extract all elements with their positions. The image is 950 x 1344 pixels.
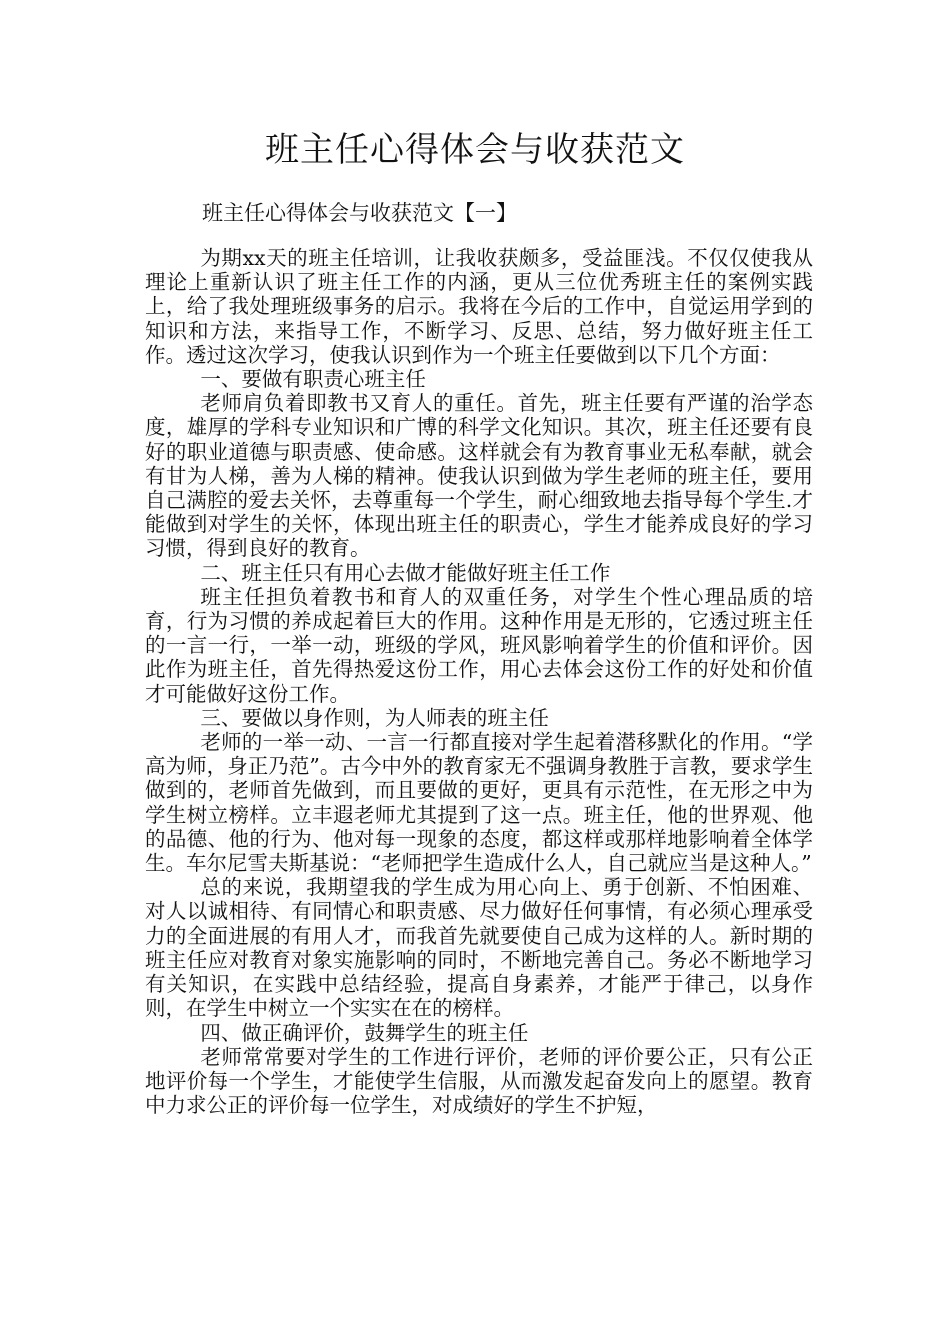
paragraph-section-4: 老师常常要对学生的工作进行评价，老师的评价要公正，只有公正地评价每一个学生，才能使学生信服，从而激发起奋发向上的愿望。教育中力求公正的评价每一位学生，对成绩好的学生不护短， [145, 1044, 813, 1118]
paragraph-section-2: 班主任担负着教书和育人的双重任务，对学生个性心理品质的培育，行为习惯的养成起着巨大的作用。这种作用是无形的，它透过班主任的一言一行，一举一动，班级的学风，班风影响着学生的价值和评价。因此作为班主任，首先得热爱这份工作，用心去体会这份工作的好处和价值才可能做好这份工作。 [145, 584, 813, 706]
document-body [145, 246, 813, 1117]
section-heading-2: 二、班主任只有用心去做才能做好班主任工作 [200, 560, 611, 585]
paragraph-intro: 为期xx天的班主任培训，让我收获颇多，受益匪浅。不仅仅使我从理论上重新认识了班主任工作的内涵，更从三位优秀班主任的案例实践上，给了我处理班级事务的启示。我将在今后的工作中，自觉运用学到的知识和方法，来指导工作，不断学习、反思、总结，努力做好班主任工作。透过这次学习，使我认识到作为一个班主任要做到以下几个方面： [145, 246, 813, 367]
paragraph-summary: 总的来说，我期望我的学生成为用心向上、勇于创新、不怕困难、对人以诚相待、有同情心和职责感、尽力做好任何事情，有必须心理承受力的全面进展的有用人才，而我首先就要使自己成为这样的人。新时期的班主任应对教育对象实施影响的同时，不断地完善自己。务必不断地学习有关知识，在实践中总结经验，提高自身素养，才能严于律己，以身作则，在学生中树立一个实实在在的榜样。 [145, 875, 813, 1021]
document-title: 班主任心得体会与收获范文 [265, 130, 685, 170]
section-heading-4: 四、做正确评价，鼓舞学生的班主任 [200, 1020, 529, 1045]
paragraph-section-1: 老师肩负着即教书又育人的重任。首先，班主任要有严谨的治学态度，雄厚的学科专业知识和广博的科学文化知识。其次，班主任还要有良好的职业道德与职责感、使命感。这样就会有为教育事业无私奉献，就会有甘为人梯，善为人梯的精神。使我认识到做为学生老师的班主任，要用自己满腔的爱去关怀，去尊重每一个学生，耐心细致地去指导每个学生.才能做到对学生的关怀，体现出班主任的职责心，学生才能养成良好的学习习惯，得到良好的教育。 [145, 391, 813, 561]
paragraph-section-3: 老师的一举一动、一言一行都直接对学生起着潜移默化的作用。“学高为师，身正乃范”。古今中外的教育家无不强调身教胜于言教，要求学生做到的，老师首先做到，而且要做的更好，更具有示范性，在无形之中为学生树立榜样。立丰遐老师尤其提到了这一点。班主任，他的世界观、他的品德、他的行为、他对每一现象的态度，都这样或那样地影响着全体学生。车尔尼雪夫斯基说：“老师把学生造成什么人，自己就应当是这种人。” [145, 730, 813, 876]
section-heading-1: 一、要做有职责心班主任 [200, 367, 426, 392]
section-heading-3: 三、要做以身作则，为人师表的班主任 [200, 705, 549, 730]
document-subtitle: 班主任心得体会与收获范文【一】 [202, 201, 517, 225]
